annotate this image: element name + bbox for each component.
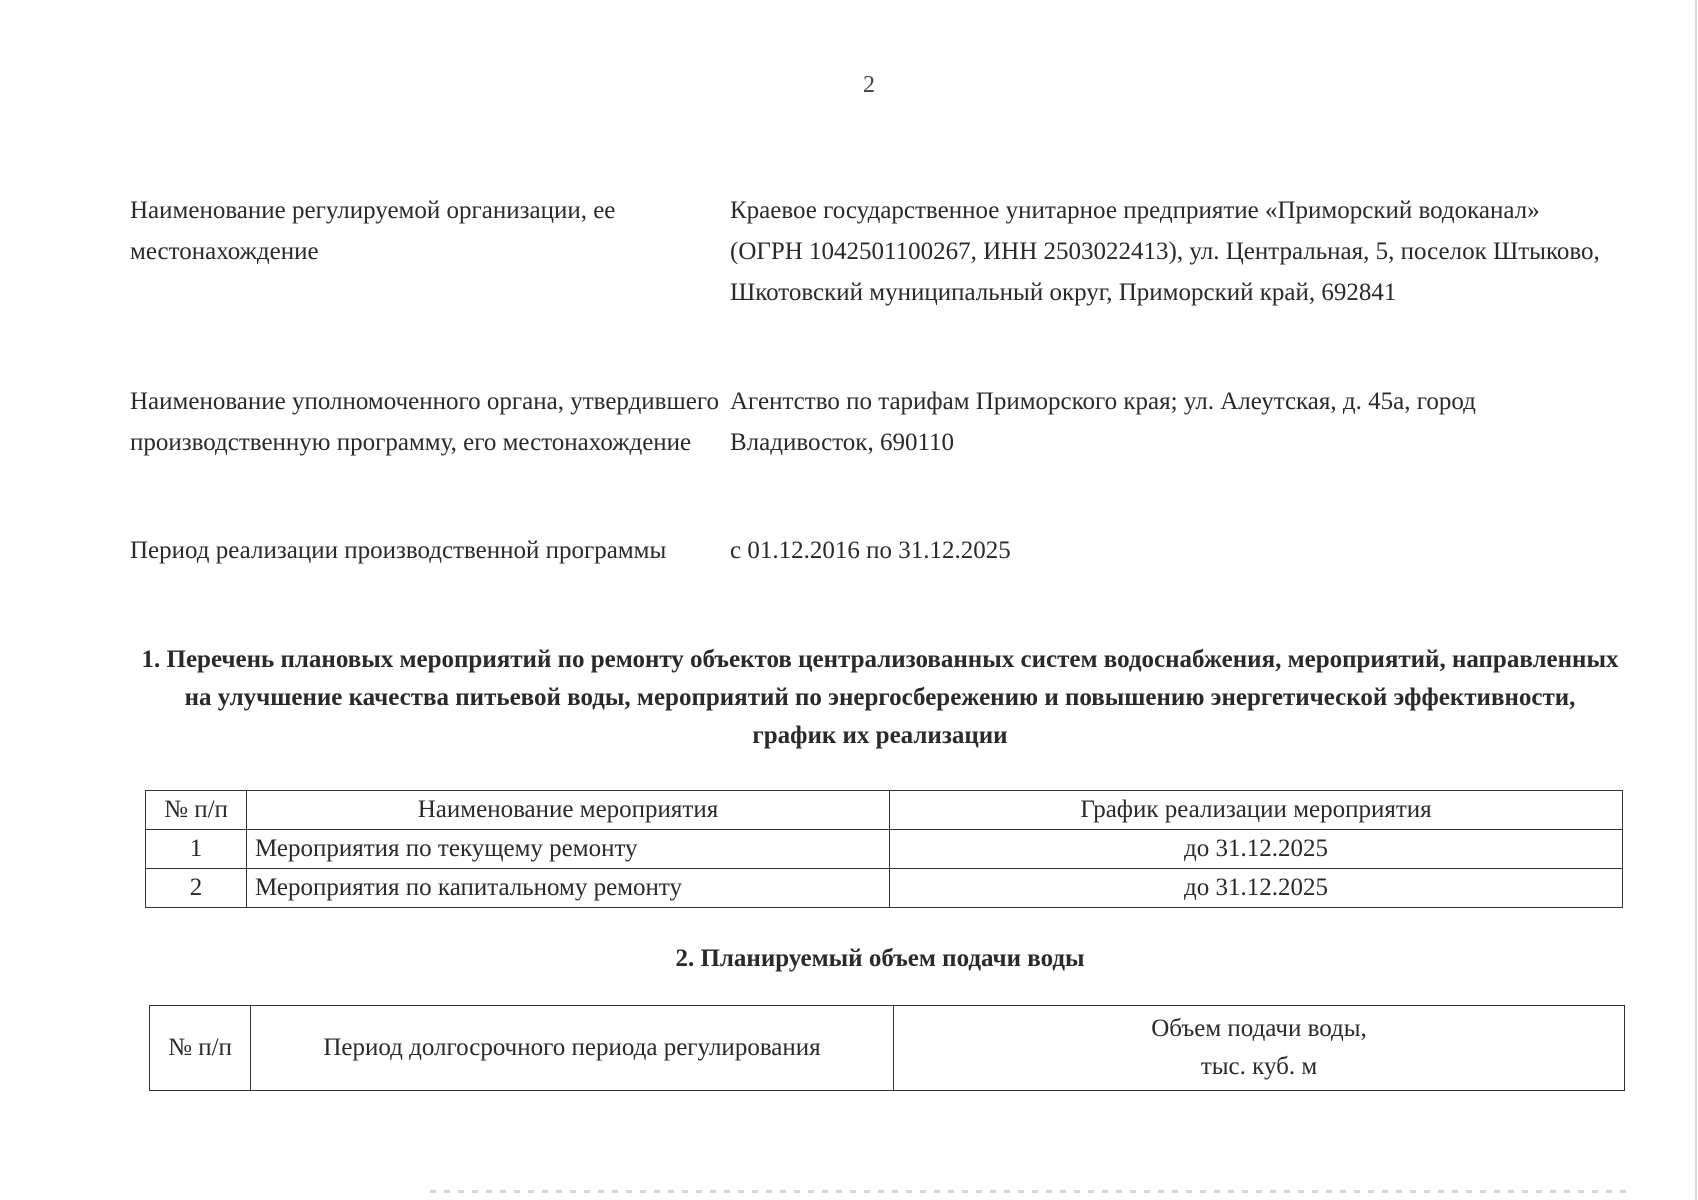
header-water-volume-line1: Объем подачи воды, (1151, 1015, 1367, 1042)
header-water-volume-unit: тыс. куб. м (1200, 1053, 1318, 1080)
info-row-authority (130, 381, 1600, 463)
section-2-heading: 2. Планируемый объем подачи воды (675, 945, 1085, 972)
header-schedule: График реализации мероприятия (890, 791, 1623, 830)
table-row (146, 830, 1623, 869)
cell-number: 2 (146, 869, 247, 908)
section-1-heading: 1. Перечень плановых мероприятий по ремонту объектов централизованных систем водоснабжения, мероприятий, направленных на улучшение качества питьевой воды, мероприятий по энергосбережению и повышению энергетической эффективности, график их реализации (141, 646, 1619, 749)
scan-artifact-line (430, 1190, 1630, 1193)
header-measure-name: Наименование мероприятия (247, 791, 890, 830)
measures-table (145, 790, 1623, 908)
header-regulation-period: Период долгосрочного периода регулирования (251, 1006, 894, 1091)
organization-value: Краевое государственное унитарное предприятие «Приморский водоканал» (ОГРН 1042501100267, ИНН 2503022413), ул. Центральная, 5, поселок Штыково, Шкотовский муниципальный округ, Приморский край, 692841 (730, 197, 1600, 306)
water-supply-volume-table (149, 1005, 1625, 1091)
cell-measure-name: Мероприятия по текущему ремонту (247, 830, 890, 869)
cell-number: 1 (146, 830, 247, 869)
header-water-volume (894, 1006, 1625, 1091)
authority-value: Агентство по тарифам Приморского края; ул. Алеутская, д. 45а, город Владивосток, 690110 (730, 388, 1476, 456)
cell-measure-name: Мероприятия по капитальному ремонту (247, 869, 890, 908)
cell-schedule: до 31.12.2025 (890, 830, 1623, 869)
period-label: Период реализации производственной программы (130, 537, 667, 564)
table-row (146, 869, 1623, 908)
period-value: с 01.12.2016 по 31.12.2025 (730, 537, 1011, 564)
page-number: 2 (863, 72, 875, 98)
cell-schedule: до 31.12.2025 (890, 869, 1623, 908)
organization-label: Наименование регулируемой организации, ее местонахождение (130, 197, 616, 265)
header-number: № п/п (150, 1006, 251, 1091)
header-number: № п/п (146, 791, 247, 830)
info-row-period (130, 530, 1600, 571)
scan-edge-line (1695, 0, 1697, 1200)
table-header-row (146, 791, 1623, 830)
authority-label: Наименование уполномоченного органа, утвердившего производственную программу, его местонахождение (130, 388, 719, 456)
table-header-row (150, 1006, 1625, 1091)
info-row-organization (130, 190, 1600, 313)
